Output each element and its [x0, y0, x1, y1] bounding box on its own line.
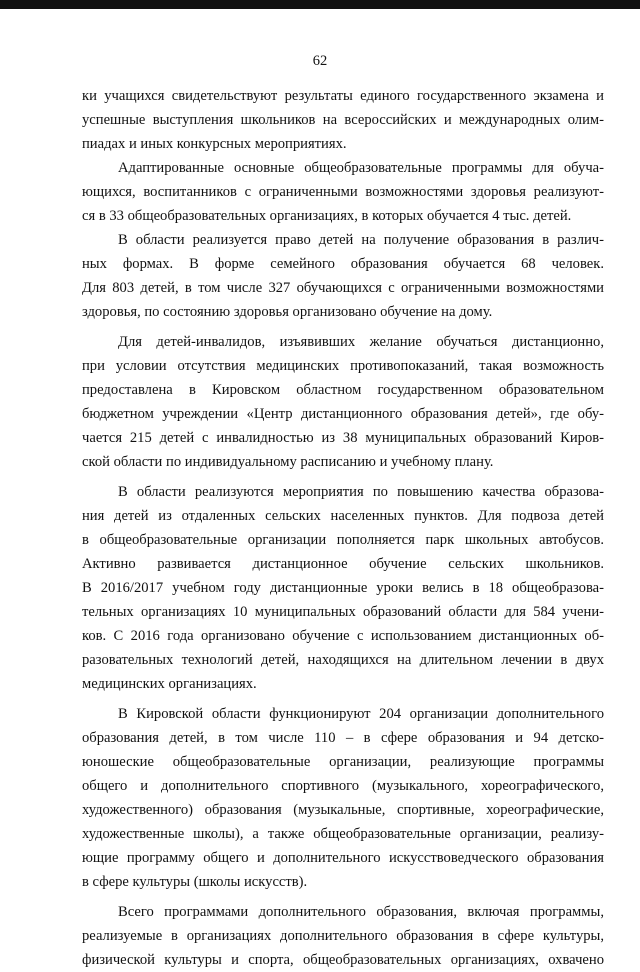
text-line: ков. С 2016 года организовано обучение с использованием дистанционных об- — [82, 628, 604, 644]
text-line: общего и дополнительного спортивного (музыкального, хореографического, — [82, 778, 604, 794]
text-line: ющие программу общего и дополнительного искусствоведческого образования — [82, 850, 604, 866]
page-number: 62 — [312, 53, 328, 69]
text-line: предоставлена в Кировском областном государственном образовательном — [82, 382, 604, 398]
text-line: физической культуры и спорта, общеобразовательных организациях, охвачено — [82, 952, 604, 968]
text-line: Для детей-инвалидов, изъявивших желание обучаться дистанционно, — [118, 334, 604, 350]
text-line: ющихся, воспитанников с ограниченными возможностями здоровья реализуют- — [82, 184, 604, 200]
text-line: пиадах и иных конкурсных мероприятиях. — [82, 136, 347, 152]
text-line: художественного) образования (музыкальные, спортивные, хореографические, — [82, 802, 604, 818]
top-border-rule — [0, 0, 640, 9]
text-line: здоровья, по состоянию здоровья организовано обучение на дому. — [82, 304, 493, 320]
body-text — [82, 84, 604, 972]
text-line: ных формах. В форме семейного образования обучается 68 человек. — [82, 256, 604, 272]
text-line: В 2016/2017 учебном году дистанционные уроки велись в 18 общеобразова- — [82, 580, 604, 596]
text-line: ской области по индивидуальному расписанию и учебному плану. — [82, 454, 494, 470]
text-line: Всего программами дополнительного образования, включая программы, — [118, 904, 604, 920]
text-line: в общеобразовательные организации пополняется парк школьных автобусов. — [82, 532, 604, 548]
text-line: образования детей, в том числе 110 – в сфере образования и 94 детско- — [82, 730, 604, 746]
text-line: тельных организациях 10 муниципальных образований области для 584 учени- — [82, 604, 604, 620]
text-line: реализуемые в организациях дополнительного образования в сфере культуры, — [82, 928, 604, 944]
text-line: В области реализуются мероприятия по повышению качества образова- — [118, 484, 604, 500]
text-line: В области реализуется право детей на получение образования в различ- — [118, 232, 604, 248]
text-line: ки учащихся свидетельствуют результаты единого государственного экзамена и — [82, 88, 604, 104]
text-line: ся в 33 общеобразовательных организациях, в которых обучается 4 тыс. детей. — [82, 208, 572, 224]
text-line: чается 215 детей с инвалидностью из 38 муниципальных образований Киров- — [82, 430, 604, 446]
text-line: В Кировской области функционируют 204 организации дополнительного — [118, 706, 604, 722]
text-line: Активно развивается дистанционное обучение сельских школьников. — [82, 556, 604, 572]
text-line: медицинских организациях. — [82, 676, 257, 692]
text-line: бюджетном учреждении «Центр дистанционного образования детей», где обу- — [82, 406, 604, 422]
text-line: Для 803 детей, в том числе 327 обучающихся с ограниченными возможностями — [82, 280, 604, 296]
text-line: ния детей из отдаленных сельских населенных пунктов. Для подвоза детей — [82, 508, 604, 524]
text-line: юношеские общеобразовательные организации, реализующие программы — [82, 754, 604, 770]
text-line: художественные школы), а также общеобразовательные организации, реализу- — [82, 826, 604, 842]
text-line: успешные выступления школьников на всероссийских и международных олим- — [82, 112, 604, 128]
text-line: Адаптированные основные общеобразовательные программы для обуча- — [118, 160, 604, 176]
text-line: разовательных технологий детей, находящихся на длительном лечении в двух — [82, 652, 604, 668]
text-line: в сфере культуры (школы искусств). — [82, 874, 308, 890]
text-line: при условии отсутствия медицинских противопоказаний, такая возможность — [82, 358, 604, 374]
